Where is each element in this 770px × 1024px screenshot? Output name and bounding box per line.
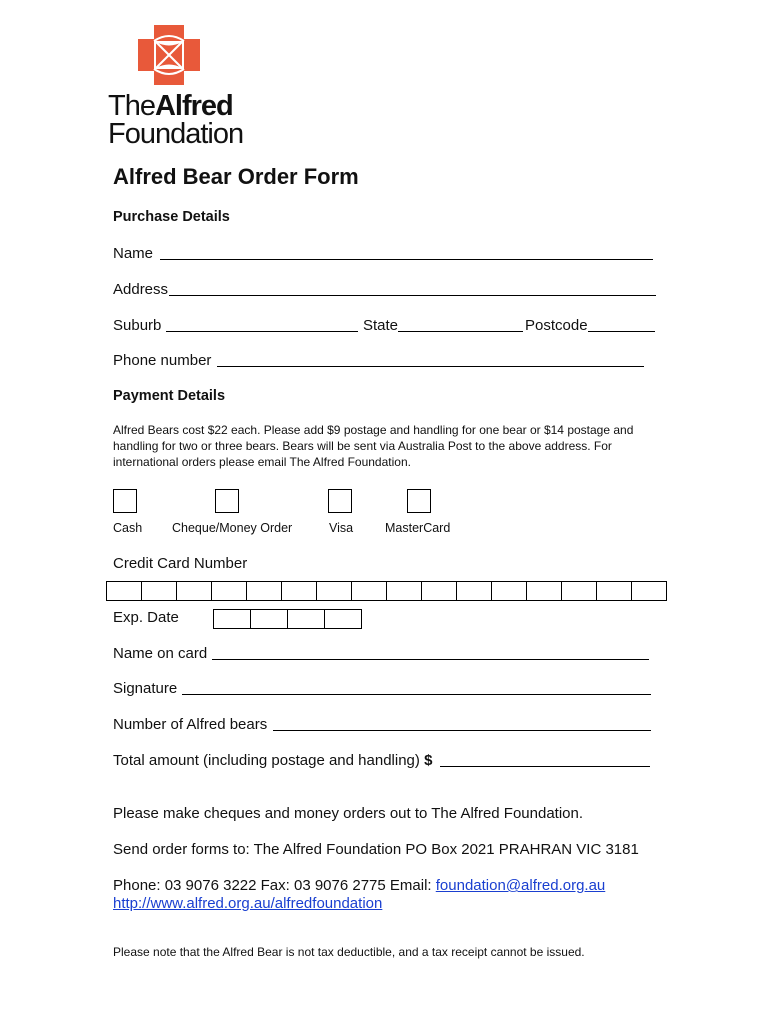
name-on-card-label: Name on card	[113, 645, 208, 662]
postcode-field[interactable]	[588, 331, 655, 332]
bears-field[interactable]	[273, 730, 651, 731]
card-digit-box[interactable]	[317, 582, 352, 600]
form-title: Alfred Bear Order Form	[113, 164, 359, 189]
name-field[interactable]	[160, 259, 653, 260]
cross-logo-icon	[138, 25, 200, 85]
card-digit-box[interactable]	[562, 582, 597, 600]
state-label: State	[363, 317, 399, 334]
card-digit-box[interactable]	[387, 582, 422, 600]
signature-field[interactable]	[182, 694, 651, 695]
card-digit-box[interactable]	[282, 582, 317, 600]
name-on-card-field[interactable]	[212, 659, 649, 660]
payment-details-heading: Payment Details	[113, 388, 226, 404]
address-field[interactable]	[169, 295, 656, 296]
alfred-foundation-logo	[108, 25, 244, 150]
cheque-label: Cheque/Money Order	[172, 521, 293, 535]
purchase-details-heading: Purchase Details	[113, 209, 230, 225]
postcode-label: Postcode	[525, 317, 588, 334]
card-digit-box[interactable]	[527, 582, 562, 600]
cash-checkbox[interactable]	[113, 489, 137, 513]
card-digit-box[interactable]	[632, 582, 666, 600]
card-digit-box[interactable]	[107, 582, 142, 600]
card-number-label: Credit Card Number	[113, 555, 248, 572]
card-number-grid[interactable]	[106, 581, 667, 601]
send-address: Send order forms to: The Alfred Foundation PO Box 2021 PRAHRAN VIC 3181	[113, 841, 639, 858]
total-field[interactable]	[440, 766, 650, 767]
dollar-sign: $	[424, 752, 433, 769]
tax-note: Please note that the Alfred Bear is not tax deductible, and a tax receipt cannot be issued.	[113, 945, 585, 959]
suburb-label: Suburb	[113, 317, 162, 334]
exp-digit-box[interactable]	[325, 610, 361, 628]
card-digit-box[interactable]	[492, 582, 527, 600]
mastercard-checkbox[interactable]	[407, 489, 431, 513]
suburb-field[interactable]	[166, 331, 358, 332]
card-digit-box[interactable]	[422, 582, 457, 600]
contact-line	[113, 877, 605, 894]
card-digit-box[interactable]	[352, 582, 387, 600]
address-label: Address	[113, 281, 169, 298]
bears-label: Number of Alfred bears	[113, 716, 268, 733]
visa-label: Visa	[329, 521, 354, 535]
visa-checkbox[interactable]	[328, 489, 352, 513]
phone-label: Phone number	[113, 352, 212, 369]
payment-description: Alfred Bears cost $22 each. Please add $9 postage and handling for one bear or $14 postage and handling for two or three bears. Bears will be sent via Australia Post to the above address. For international orders please email The Alfred Foundation.	[113, 423, 634, 469]
exp-digit-box[interactable]	[251, 610, 288, 628]
card-digit-box[interactable]	[142, 582, 177, 600]
mastercard-label: MasterCard	[385, 521, 451, 535]
exp-digit-box[interactable]	[288, 610, 325, 628]
logo-wordmark-line2: Foundation	[108, 118, 244, 150]
signature-label: Signature	[113, 680, 178, 697]
card-digit-box[interactable]	[177, 582, 212, 600]
exp-digit-box[interactable]	[214, 610, 251, 628]
phone-field[interactable]	[217, 366, 644, 367]
state-field[interactable]	[398, 331, 523, 332]
logo-wordmark-line1: TheAlfred	[108, 90, 233, 122]
card-digit-box[interactable]	[457, 582, 492, 600]
exp-date-grid[interactable]	[213, 609, 362, 629]
card-digit-box[interactable]	[212, 582, 247, 600]
name-label: Name	[113, 245, 154, 262]
contact-details: Phone: 03 9076 3222 Fax: 03 9076 2775 Email:	[113, 877, 436, 894]
cheques-note: Please make cheques and money orders out to The Alfred Foundation.	[113, 805, 584, 822]
website-link[interactable]: http://www.alfred.org.au/alfredfoundation	[113, 895, 383, 912]
email-link[interactable]: foundation@alfred.org.au	[435, 877, 606, 894]
card-digit-box[interactable]	[247, 582, 282, 600]
card-digit-box[interactable]	[597, 582, 632, 600]
exp-date-label: Exp. Date	[113, 609, 179, 626]
cheque-checkbox[interactable]	[215, 489, 239, 513]
cash-label: Cash	[113, 521, 143, 535]
total-label: Total amount (including postage and handling) $	[113, 752, 433, 769]
